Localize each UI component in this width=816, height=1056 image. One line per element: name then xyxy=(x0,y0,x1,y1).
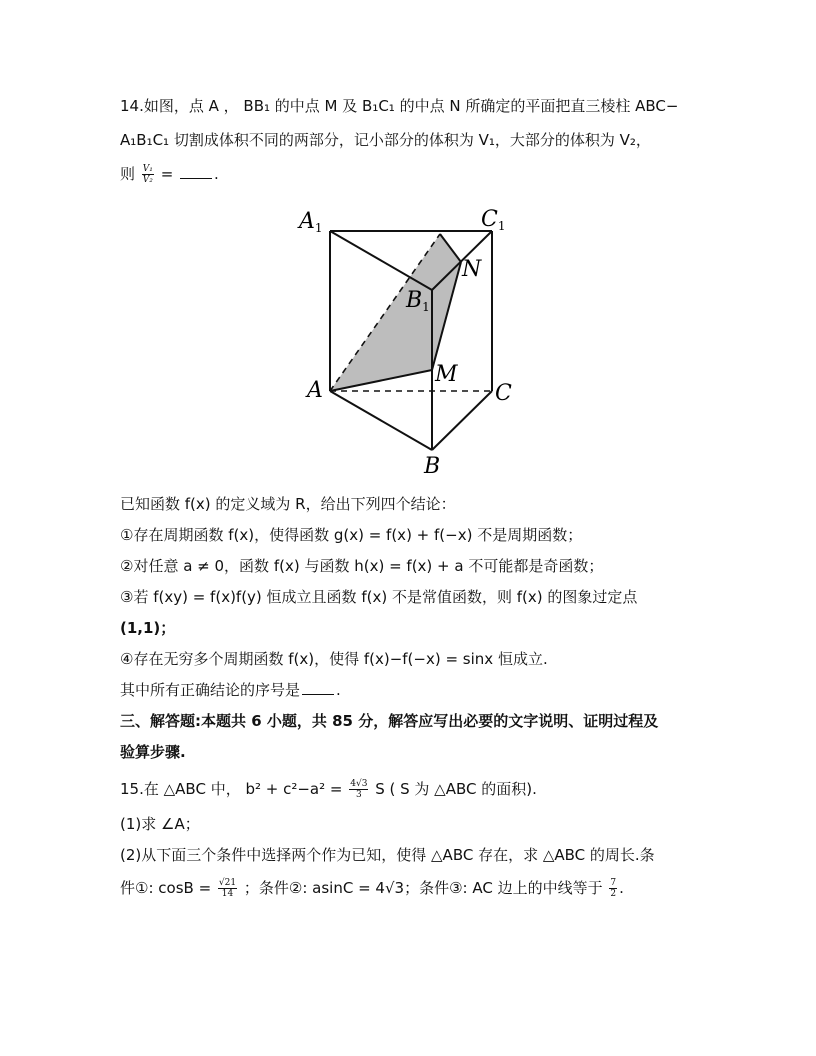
conclusion-3b: (1,1)； xyxy=(120,619,176,637)
q14-frac-num: V₁ xyxy=(142,164,153,174)
q15-frac-num: 4√3 xyxy=(350,779,368,789)
q15-cond3-fraction xyxy=(609,878,617,899)
q14-line1: 14.如图，点 A ， BB₁ 的中点 M 及 B₁C₁ 的中点 N 所确定的平面把直三棱柱 ABC− xyxy=(120,97,679,115)
section3-line2: 验算步骤. xyxy=(120,743,186,761)
function-question-end: . xyxy=(336,681,341,699)
conclusion-2: ②对任意 a ≠ 0，函数 f(x) 与函数 h(x) = f(x) + a 不可能都是奇函数； xyxy=(120,557,604,575)
q14-line3 xyxy=(120,164,219,185)
label-c1: C1 xyxy=(481,207,506,233)
label-c: C xyxy=(495,381,512,406)
q15-cond3-num: 7 xyxy=(610,878,617,888)
q15-intro-suffix: S ( S 为 △ABC 的面积). xyxy=(375,780,537,798)
label-a1: A1 xyxy=(299,209,323,235)
label-b1: B1 xyxy=(406,288,430,314)
q15-cond1-fraction xyxy=(218,878,237,899)
conclusion-3a: ③若 f(xy) = f(x)f(y) 恒成立且函数 f(x) 不是常值函数，则 f(x) 的图象过定点 xyxy=(120,588,638,606)
q15-cond-prefix: 件①: cosB = xyxy=(120,879,212,897)
function-answer-blank xyxy=(302,682,334,695)
function-question-text: 其中所有正确结论的序号是 xyxy=(120,681,301,699)
q15-cond3-den: 2 xyxy=(610,889,617,899)
q14-answer-blank xyxy=(180,166,212,179)
q14-frac-den: V₂ xyxy=(142,175,153,185)
section3-line1: 三、解答题:本题共 6 小题，共 85 分，解答应写出必要的文字说明、证明过程及 xyxy=(120,712,659,730)
conclusion-4: ④存在无穷多个周期函数 f(x)，使得 f(x)−f(−x) = sinx 恒成立. xyxy=(120,650,548,668)
edge-bc xyxy=(432,391,492,450)
label-b: B xyxy=(424,454,441,479)
q14-period: . xyxy=(214,165,219,183)
edge-ab xyxy=(330,391,432,450)
q15-cond1-den: 14 xyxy=(221,889,234,899)
label-m: M xyxy=(435,362,458,387)
q15-intro xyxy=(120,779,537,800)
q14-fraction xyxy=(142,164,154,185)
edge-a1b1 xyxy=(330,231,432,290)
q15-frac-den: 3 xyxy=(355,790,362,800)
prism-figure xyxy=(295,198,525,483)
q15-fraction xyxy=(349,779,368,800)
q15-cond-end: . xyxy=(619,879,624,897)
q15-conditions xyxy=(120,878,624,899)
q15-intro-prefix: 15.在 △ABC 中， b² + c²−a² = xyxy=(120,780,343,798)
q15-part1: (1)求 ∠A； xyxy=(120,815,200,833)
q15-cond-mid: ；条件②: asinC = 4√3；条件③: AC 边上的中线等于 xyxy=(243,879,603,897)
q14-then: 则 xyxy=(120,165,136,183)
function-intro: 已知函数 f(x) 的定义域为 R，给出下列四个结论： xyxy=(120,495,456,513)
q14-line2: A₁B₁C₁ 切割成体积不同的两部分，记小部分的体积为 V₁，大部分的体积为 V₂， xyxy=(120,131,651,149)
q15-cond1-num: √21 xyxy=(218,878,237,888)
q14-equals: = xyxy=(160,165,174,183)
label-a: A xyxy=(307,378,323,403)
q15-part2: (2)从下面三个条件中选择两个作为已知，使得 △ABC 存在，求 △ABC 的周长.条 xyxy=(120,846,655,864)
label-n: N xyxy=(462,257,482,282)
function-question xyxy=(120,680,341,700)
conclusion-1: ①存在周期函数 f(x)，使得函数 g(x) = f(x) + f(−x) 不是周期函数； xyxy=(120,526,583,544)
